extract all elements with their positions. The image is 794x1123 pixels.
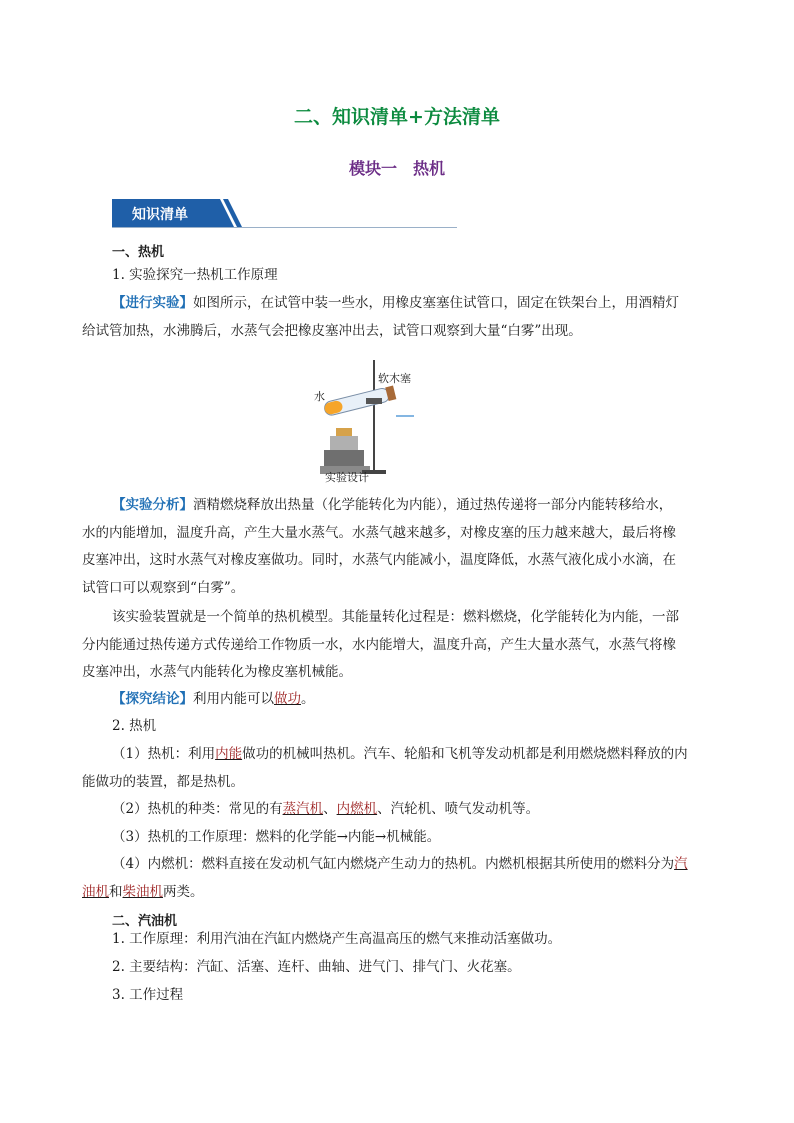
experiment-paragraph [82,290,712,345]
answer-underline: 内能 [215,746,243,762]
point-1 [82,741,712,796]
text-line: 给试管加热，水沸腾后，水蒸气会把橡皮塞冲出去，试管口观察到大量“白雾”出现。 [82,322,582,339]
page-title: 二、知识清单+方法清单 [294,106,500,128]
text-span: 和 [109,883,123,900]
text-line: 能做功的装置，都是热机。 [82,773,244,790]
heading-gasoline-engine: 二、汽油机 [112,914,178,929]
model-paragraph [82,604,712,687]
text-line: 皮塞冲出，这时水蒸气对橡皮塞做功。同时，水蒸气内能减小，温度降低，水蒸气液化成小水滴，在 [82,552,676,568]
item-experiment: 1. 实验探究一热机工作原理 [112,267,278,283]
analysis-paragraph [82,492,712,602]
item-heat-engine: 2. 热机 [112,718,157,734]
module-title: 模块一 热机 [348,159,445,178]
text-line: 如图所示，在试管中装一些水，用橡皮塞塞住试管口，固定在铁架台上，用酒精灯 [193,295,679,311]
text-span: 、 [323,801,337,817]
text-span: 利用内能可以 [193,691,274,707]
text-span: 。 [301,691,315,707]
answer-underline: 汽 [674,856,688,872]
tag-conclusion: 【探究结论】 [112,691,193,707]
text-span: 、汽轮机、喷气发动机等。 [377,801,540,817]
text-line: 分内能通过热传递方式传递给工作物质一水，水内能增大，温度升高，产生大量水蒸气，水蒸气将橡 [82,636,676,653]
point-4 [82,851,712,906]
section-banner [112,197,457,229]
text-line: 皮塞冲出，水蒸气内能转化为橡皮塞机械能。 [82,664,352,680]
point-2 [112,796,712,824]
text-span: 两类。 [163,883,204,900]
banner-label: 知识清单 [132,207,188,223]
text-line: 水的内能增加，温度升高，产生大量水蒸气。水蒸气越来越多，对橡皮塞的压力越来越大，最后将橡 [82,524,676,541]
figure-caption: 实验设计 [325,471,369,484]
gasoline-structure: 2. 主要结构：汽缸、活塞、连杆、曲轴、进气门、排气门、火花塞。 [112,959,521,975]
text-span: 做功的机械叫热机。汽车、轮船和飞机等发动机都是利用燃烧燃料释放的内 [242,746,688,762]
text-line: 酒精燃烧释放出热量（化学能转化为内能），通过热传递将一部分内能转移给水， [193,497,673,513]
answer-underline: 蒸汽机 [282,801,324,817]
text-span: （1）热机：利用 [112,746,216,762]
label-water: 水 [314,390,325,403]
answer-underline: 油机 [82,883,109,900]
text-span: （4）内燃机：燃料直接在发动机气缸内燃烧产生动力的热机。内燃机根据其所使用的燃料分为 [112,856,675,872]
conclusion-line [112,686,712,714]
gasoline-process: 3. 工作过程 [112,987,184,1003]
gasoline-principle: 1. 工作原理：利用汽油在汽缸内燃烧产生高温高压的燃气来推动活塞做功。 [112,931,562,947]
label-cork: 软木塞 [378,372,411,385]
heading-heat-engine: 一、热机 [112,245,165,260]
text-line: 试管口可以观察到“白雾”。 [82,579,245,596]
point-3: （3）热机的工作原理：燃料的化学能→内能→机械能。 [112,829,441,845]
text-line: 该实验装置就是一个简单的热机模型。其能量转化过程是：燃料燃烧，化学能转化为内能，一部 [112,609,679,625]
text-span: （2）热机的种类：常见的有 [112,801,283,817]
answer-underline: 内燃机 [336,801,378,817]
banner-underline [112,227,457,228]
answer-underline: 做功 [274,691,301,707]
answer-underline: 柴油机 [122,883,163,900]
tag-analysis: 【实验分析】 [112,497,193,513]
tag-experiment: 【进行实验】 [112,295,193,311]
